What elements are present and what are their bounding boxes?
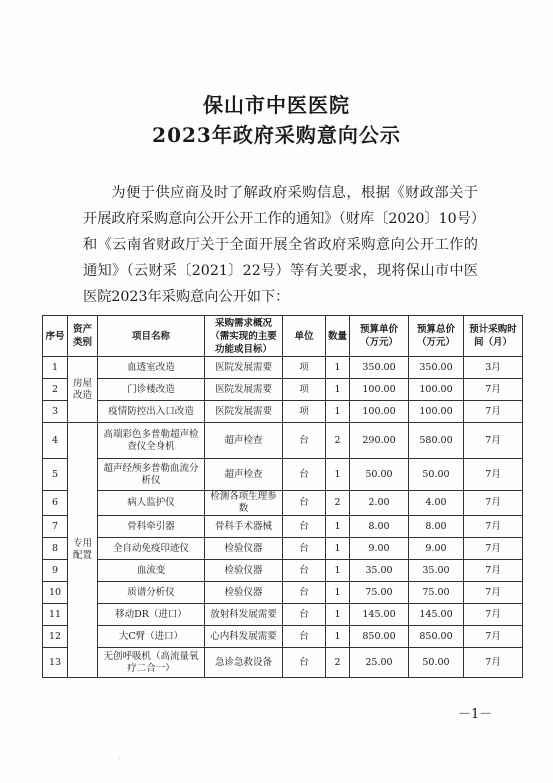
cell-desc: 超声检查 [205,459,283,491]
table-row [43,357,523,379]
cell-qty: 1 [326,538,350,560]
cell-price: 2.00 [350,491,409,516]
cell-price: 850.00 [350,626,409,648]
cell-no: 9 [43,560,68,582]
header-desc: 采购需求概况（需实现的主要功能或目标） [205,316,283,357]
cell-time: 7月 [464,648,523,678]
cell-price: 8.00 [350,516,409,538]
table-row [43,626,523,648]
header-total: 预算总价（万元） [409,316,464,357]
header-time: 预计采购时间（月） [464,316,523,357]
cell-desc: 急诊急救设备 [205,648,283,678]
header-qty: 数量 [326,316,350,357]
header-no: 序号 [43,316,68,357]
cell-price: 9.00 [350,538,409,560]
cell-unit: 项 [283,379,326,401]
cell-name: 门诊楼改造 [98,379,205,401]
cell-name: 高端彩色多普勒超声检查仪全身机 [98,423,205,459]
cell-time: 7月 [464,582,523,604]
cell-name: 超声经颅多普勒血流分析仪 [98,459,205,491]
cell-desc: 放射科发展需要 [205,604,283,626]
table-row [43,423,523,459]
cell-qty: 1 [326,357,350,379]
cell-price: 35.00 [350,560,409,582]
table-row [43,582,523,604]
cell-name: 病人监护仪 [98,491,205,516]
cell-price: 25.00 [350,648,409,678]
cell-total: 4.00 [409,491,464,516]
cell-total: 50.00 [409,459,464,491]
table-row [43,560,523,582]
table-row [43,401,523,423]
cell-desc: 医院发展需要 [205,357,283,379]
table-row [43,491,523,516]
cell-desc: 心内科发展需要 [205,626,283,648]
cell-qty: 1 [326,516,350,538]
cell-price: 100.00 [350,379,409,401]
cell-total: 350.00 [409,357,464,379]
cell-desc: 检验仪器 [205,582,283,604]
intro-paragraph: 为便于供应商及时了解政府采购信息，根据《财政部关于开展政府采购意向公开公开工作的通知》（财库〔2020〕10号）和《云南省财政厅关于全面开展全省政府采购意向公开工作的通知》（云财采〔2021〕22号）等有关要求，现将保山市中医医院2023年采购意向公开如下： [83,185,478,305]
cell-time: 7月 [464,423,523,459]
cell-unit: 台 [283,626,326,648]
table-row [43,604,523,626]
cell-total: 35.00 [409,560,464,582]
cell-time: 7月 [464,379,523,401]
cell-total: 8.00 [409,516,464,538]
cell-unit: 台 [283,516,326,538]
cell-qty: 1 [326,401,350,423]
cell-price: 350.00 [350,357,409,379]
cell-qty: 1 [326,560,350,582]
cell-name: 全自动免疫印迹仪 [98,538,205,560]
cell-price: 100.00 [350,401,409,423]
cell-price: 145.00 [350,604,409,626]
header-price: 预算单价（万元） [350,316,409,357]
cell-no: 4 [43,423,68,459]
table-row [43,459,523,491]
cell-unit: 台 [283,604,326,626]
cell-time: 7月 [464,560,523,582]
cell-price: 290.00 [350,423,409,459]
procurement-table [42,315,523,678]
cell-time: 7月 [464,538,523,560]
cell-unit: 台 [283,459,326,491]
cell-total: 9.00 [409,538,464,560]
cell-qty: 1 [326,582,350,604]
cell-total: 100.00 [409,379,464,401]
cell-qty: 2 [326,491,350,516]
cell-no: 11 [43,604,68,626]
cell-price: 50.00 [350,459,409,491]
cell-qty: 1 [326,626,350,648]
cell-time: 7月 [464,604,523,626]
cell-total: 850.00 [409,626,464,648]
cell-total: 145.00 [409,604,464,626]
table-header-row [43,316,523,357]
cell-name: 血流变 [98,560,205,582]
document-subtitle: 2023年政府采购意向公示 [152,123,401,147]
header-name: 项目名称 [98,316,205,357]
cell-time: 3月 [464,357,523,379]
cell-desc: 检验仪器 [205,538,283,560]
cell-desc: 骨科手术器械 [205,516,283,538]
cell-unit: 台 [283,582,326,604]
document-title: 保山市中医医院 [203,93,350,117]
cell-desc: 超声检查 [205,423,283,459]
cell-price: 75.00 [350,582,409,604]
table-row [43,379,523,401]
cell-qty: 1 [326,604,350,626]
cell-no: 6 [43,491,68,516]
cell-name: 骨科牵引器 [98,516,205,538]
cell-no: 1 [43,357,68,379]
cell-time: 7月 [464,516,523,538]
cell-unit: 台 [283,491,326,516]
cell-category: 房屋改造 [68,357,98,423]
cell-no: 3 [43,401,68,423]
cell-qty: 1 [326,379,350,401]
cell-no: 12 [43,626,68,648]
cell-total: 50.00 [409,648,464,678]
cell-desc: 医院发展需要 [205,401,283,423]
cell-desc: 检测各项生理参数 [205,491,283,516]
scan-mark: · [118,756,120,763]
cell-total: 580.00 [409,423,464,459]
cell-time: 7月 [464,401,523,423]
cell-time: 7月 [464,459,523,491]
cell-name: 疫情防控出入口改造 [98,401,205,423]
cell-qty: 2 [326,423,350,459]
cell-no: 8 [43,538,68,560]
cell-unit: 项 [283,357,326,379]
header-category: 资产类别 [68,316,98,357]
cell-qty: 1 [326,459,350,491]
cell-time: 7月 [464,626,523,648]
cell-category: 专用配置 [68,423,98,678]
cell-unit: 台 [283,423,326,459]
table-row [43,648,523,678]
cell-name: 质谱分析仪 [98,582,205,604]
cell-name: 无创呼吸机（高流量氧疗二合一） [98,648,205,678]
cell-desc: 检验仪器 [205,560,283,582]
cell-no: 7 [43,516,68,538]
cell-desc: 医院发展需要 [205,379,283,401]
cell-unit: 台 [283,648,326,678]
cell-qty: 2 [326,648,350,678]
cell-time: 7月 [464,491,523,516]
page-number: －1－ [458,707,493,722]
table-row [43,516,523,538]
cell-total: 100.00 [409,401,464,423]
cell-total: 75.00 [409,582,464,604]
header-unit: 单位 [283,316,326,357]
cell-unit: 台 [283,560,326,582]
cell-unit: 台 [283,538,326,560]
cell-no: 2 [43,379,68,401]
cell-name: 移动DR（进口） [98,604,205,626]
cell-name: 大C臂（进口） [98,626,205,648]
cell-name: 血透室改造 [98,357,205,379]
cell-no: 5 [43,459,68,491]
cell-no: 10 [43,582,68,604]
cell-no: 13 [43,648,68,678]
cell-unit: 项 [283,401,326,423]
table-row [43,538,523,560]
